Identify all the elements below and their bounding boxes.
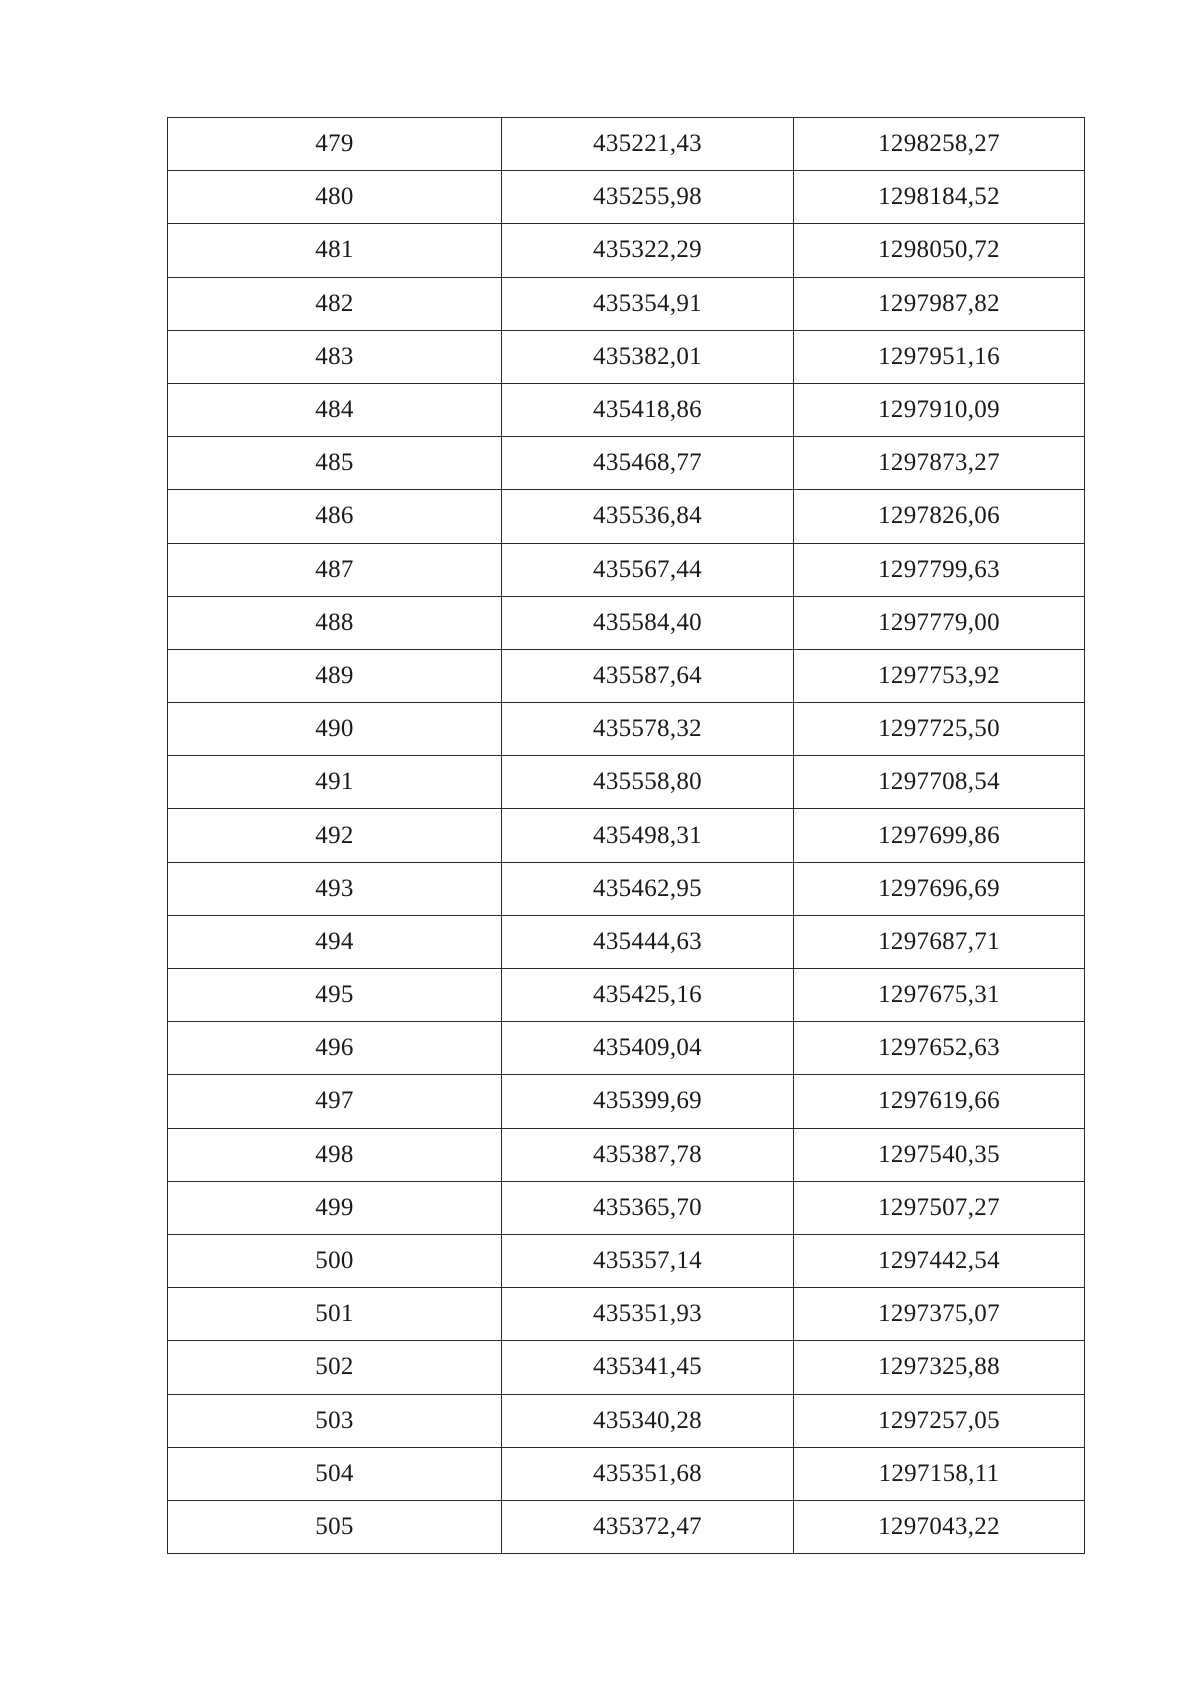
x-coordinate-cell: 435498,31 xyxy=(502,809,794,862)
table-row xyxy=(168,1341,1085,1394)
point-number-cell: 484 xyxy=(168,383,502,436)
x-coordinate-cell: 435558,80 xyxy=(502,756,794,809)
x-coordinate-cell: 435221,43 xyxy=(502,118,794,171)
table-row xyxy=(168,1234,1085,1287)
y-coordinate-cell: 1297987,82 xyxy=(794,277,1085,330)
y-coordinate-cell: 1297687,71 xyxy=(794,915,1085,968)
y-coordinate-cell: 1297725,50 xyxy=(794,703,1085,756)
x-coordinate-cell: 435409,04 xyxy=(502,1022,794,1075)
point-number-cell: 482 xyxy=(168,277,502,330)
point-number-cell: 498 xyxy=(168,1128,502,1181)
table-row xyxy=(168,1500,1085,1553)
point-number-cell: 492 xyxy=(168,809,502,862)
point-number-cell: 485 xyxy=(168,437,502,490)
point-number-cell: 496 xyxy=(168,1022,502,1075)
table-row xyxy=(168,862,1085,915)
point-number-cell: 493 xyxy=(168,862,502,915)
table-row xyxy=(168,171,1085,224)
point-number-cell: 489 xyxy=(168,649,502,702)
y-coordinate-cell: 1297043,22 xyxy=(794,1500,1085,1553)
point-number-cell: 500 xyxy=(168,1234,502,1287)
point-number-cell: 483 xyxy=(168,330,502,383)
table-row xyxy=(168,1075,1085,1128)
table-row xyxy=(168,1288,1085,1341)
y-coordinate-cell: 1297708,54 xyxy=(794,756,1085,809)
y-coordinate-cell: 1297507,27 xyxy=(794,1181,1085,1234)
x-coordinate-cell: 435351,68 xyxy=(502,1447,794,1500)
y-coordinate-cell: 1297158,11 xyxy=(794,1447,1085,1500)
point-number-cell: 504 xyxy=(168,1447,502,1500)
table-row xyxy=(168,649,1085,702)
point-number-cell: 495 xyxy=(168,969,502,1022)
y-coordinate-cell: 1297540,35 xyxy=(794,1128,1085,1181)
table-row xyxy=(168,224,1085,277)
point-number-cell: 490 xyxy=(168,703,502,756)
x-coordinate-cell: 435372,47 xyxy=(502,1500,794,1553)
table-row xyxy=(168,330,1085,383)
point-number-cell: 488 xyxy=(168,596,502,649)
x-coordinate-cell: 435584,40 xyxy=(502,596,794,649)
table-row xyxy=(168,118,1085,171)
x-coordinate-cell: 435351,93 xyxy=(502,1288,794,1341)
y-coordinate-cell: 1297619,66 xyxy=(794,1075,1085,1128)
x-coordinate-cell: 435468,77 xyxy=(502,437,794,490)
table-row xyxy=(168,1022,1085,1075)
x-coordinate-cell: 435382,01 xyxy=(502,330,794,383)
table-row xyxy=(168,437,1085,490)
table-row xyxy=(168,383,1085,436)
table-row xyxy=(168,596,1085,649)
table-row xyxy=(168,490,1085,543)
x-coordinate-cell: 435578,32 xyxy=(502,703,794,756)
y-coordinate-cell: 1298258,27 xyxy=(794,118,1085,171)
x-coordinate-cell: 435357,14 xyxy=(502,1234,794,1287)
x-coordinate-cell: 435536,84 xyxy=(502,490,794,543)
x-coordinate-cell: 435587,64 xyxy=(502,649,794,702)
point-number-cell: 480 xyxy=(168,171,502,224)
y-coordinate-cell: 1297696,69 xyxy=(794,862,1085,915)
y-coordinate-cell: 1297799,63 xyxy=(794,543,1085,596)
table-row xyxy=(168,277,1085,330)
table-row xyxy=(168,543,1085,596)
point-number-cell: 503 xyxy=(168,1394,502,1447)
x-coordinate-cell: 435444,63 xyxy=(502,915,794,968)
x-coordinate-cell: 435354,91 xyxy=(502,277,794,330)
x-coordinate-cell: 435365,70 xyxy=(502,1181,794,1234)
point-number-cell: 479 xyxy=(168,118,502,171)
y-coordinate-cell: 1297257,05 xyxy=(794,1394,1085,1447)
x-coordinate-cell: 435387,78 xyxy=(502,1128,794,1181)
table-row xyxy=(168,1394,1085,1447)
y-coordinate-cell: 1297951,16 xyxy=(794,330,1085,383)
y-coordinate-cell: 1298050,72 xyxy=(794,224,1085,277)
x-coordinate-cell: 435418,86 xyxy=(502,383,794,436)
point-number-cell: 494 xyxy=(168,915,502,968)
point-number-cell: 487 xyxy=(168,543,502,596)
y-coordinate-cell: 1297325,88 xyxy=(794,1341,1085,1394)
table-row xyxy=(168,703,1085,756)
point-number-cell: 502 xyxy=(168,1341,502,1394)
y-coordinate-cell: 1297375,07 xyxy=(794,1288,1085,1341)
y-coordinate-cell: 1297652,63 xyxy=(794,1022,1085,1075)
point-number-cell: 497 xyxy=(168,1075,502,1128)
point-number-cell: 501 xyxy=(168,1288,502,1341)
coordinates-table xyxy=(167,117,1085,1554)
x-coordinate-cell: 435255,98 xyxy=(502,171,794,224)
point-number-cell: 491 xyxy=(168,756,502,809)
table-row xyxy=(168,1128,1085,1181)
table-row xyxy=(168,969,1085,1022)
y-coordinate-cell: 1297779,00 xyxy=(794,596,1085,649)
y-coordinate-cell: 1297675,31 xyxy=(794,969,1085,1022)
y-coordinate-cell: 1297753,92 xyxy=(794,649,1085,702)
y-coordinate-cell: 1297699,86 xyxy=(794,809,1085,862)
coordinates-table-body xyxy=(168,118,1085,1554)
y-coordinate-cell: 1297826,06 xyxy=(794,490,1085,543)
point-number-cell: 499 xyxy=(168,1181,502,1234)
x-coordinate-cell: 435462,95 xyxy=(502,862,794,915)
table-row xyxy=(168,1447,1085,1500)
point-number-cell: 505 xyxy=(168,1500,502,1553)
y-coordinate-cell: 1297442,54 xyxy=(794,1234,1085,1287)
y-coordinate-cell: 1297910,09 xyxy=(794,383,1085,436)
y-coordinate-cell: 1297873,27 xyxy=(794,437,1085,490)
table-row xyxy=(168,1181,1085,1234)
x-coordinate-cell: 435399,69 xyxy=(502,1075,794,1128)
y-coordinate-cell: 1298184,52 xyxy=(794,171,1085,224)
table-row xyxy=(168,756,1085,809)
point-number-cell: 481 xyxy=(168,224,502,277)
point-number-cell: 486 xyxy=(168,490,502,543)
table-row xyxy=(168,915,1085,968)
table-row xyxy=(168,809,1085,862)
x-coordinate-cell: 435322,29 xyxy=(502,224,794,277)
x-coordinate-cell: 435340,28 xyxy=(502,1394,794,1447)
x-coordinate-cell: 435341,45 xyxy=(502,1341,794,1394)
x-coordinate-cell: 435567,44 xyxy=(502,543,794,596)
x-coordinate-cell: 435425,16 xyxy=(502,969,794,1022)
